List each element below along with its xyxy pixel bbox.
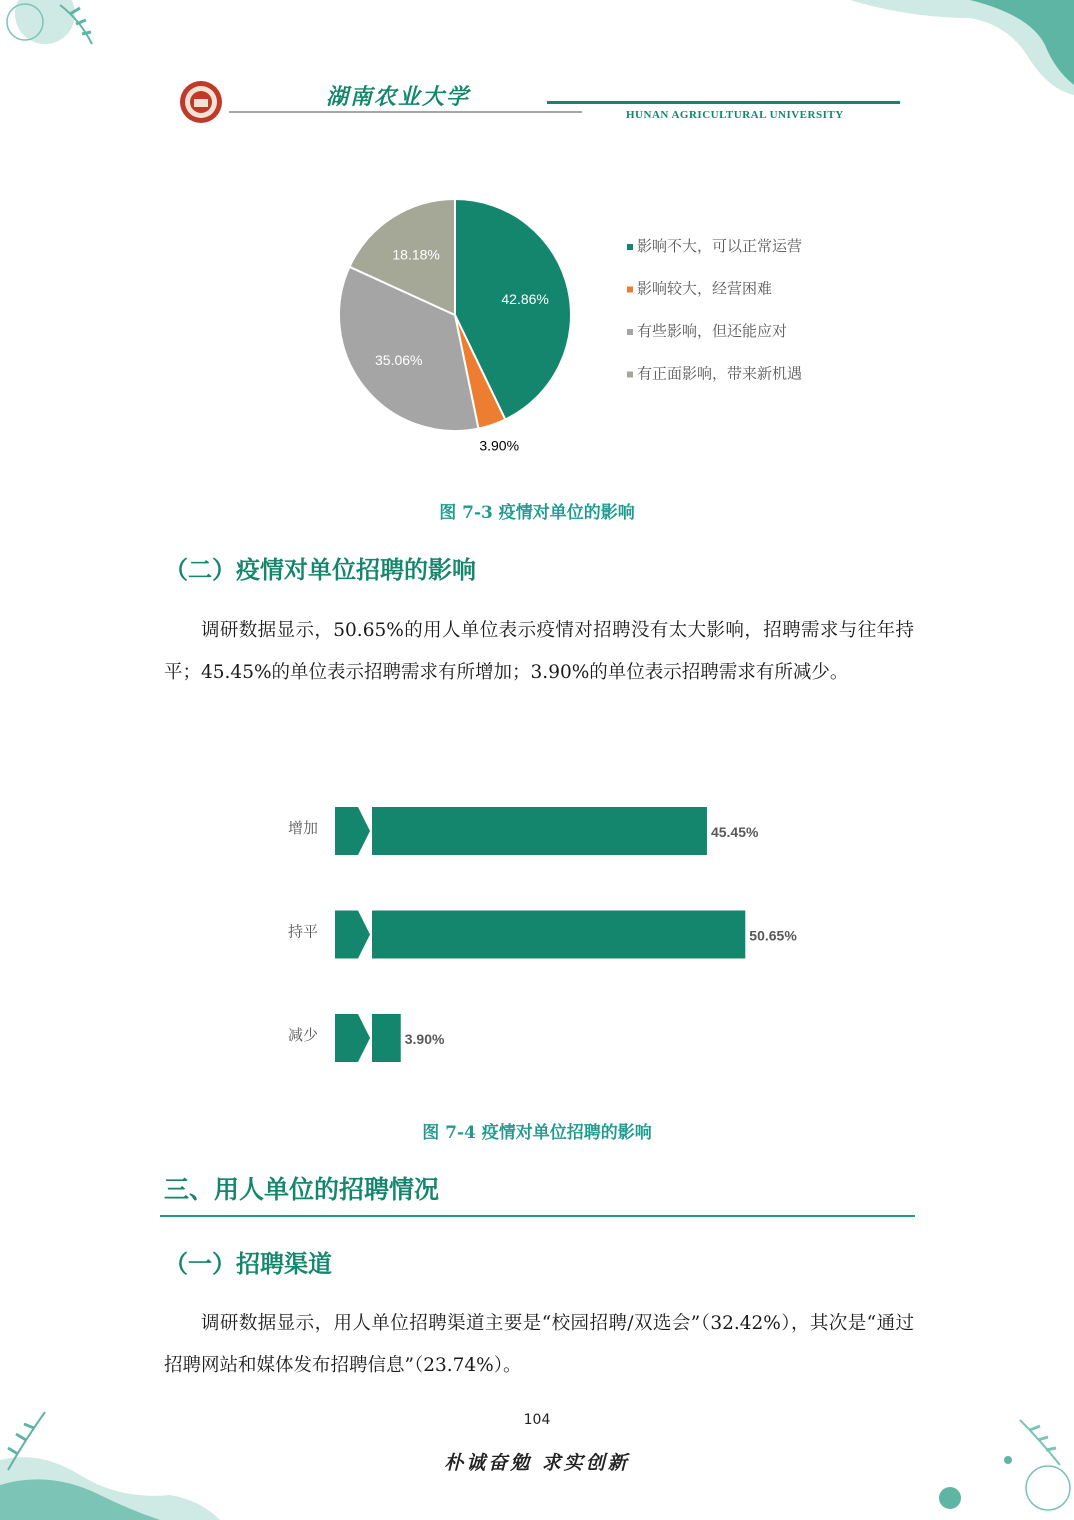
- bar-chart-recruit-impact: [270, 790, 870, 1070]
- bar-category-label-2: 持平: [288, 922, 319, 941]
- header-divider-grey: [229, 111, 582, 113]
- legend-marker-2: [627, 287, 633, 293]
- bar-data-label-1: 45.45%: [710, 824, 759, 840]
- heading-recruit-impact: （二）疫情对单位招聘的影响: [164, 556, 476, 584]
- legend-marker-4: [627, 372, 633, 378]
- university-name-cn: 湖南农业大学: [326, 84, 471, 110]
- footer-motto: 朴诚奋勉 求实创新: [444, 1452, 630, 1474]
- legend-label-1: 影响不大，可以正常运营: [637, 237, 803, 255]
- bar-arrow-3: [335, 1014, 370, 1062]
- pie-data-label-2: 3.90%: [479, 437, 520, 454]
- pie-data-label-3: 35.06%: [375, 351, 423, 368]
- university-seal-logo: [179, 80, 223, 124]
- figure-7-3-caption: 图 7-3 疫情对单位的影响: [439, 503, 635, 523]
- legend-label-4: 有正面影响，带来新机遇: [637, 364, 803, 383]
- university-name-en: HUNAN AGRICULTURAL UNIVERSITY: [626, 109, 844, 121]
- figure-7-4-caption: 图 7-4 疫情对单位招聘的影响: [422, 1123, 652, 1143]
- page-number: 104: [523, 1412, 551, 1428]
- bar-3: [372, 1014, 401, 1062]
- legend-label-3: 有些影响，但还能应对: [637, 322, 788, 340]
- heading-recruitment-situation: 三、用人单位的招聘情况: [164, 1175, 440, 1204]
- legend-marker-1: [627, 244, 633, 250]
- leaf-decoration-top-left: [0, 0, 110, 60]
- pie-chart-impact: [320, 190, 840, 460]
- header-divider-green: [547, 101, 900, 104]
- bar-arrow-2: [335, 911, 370, 959]
- bar-2: [372, 911, 745, 959]
- wave-decoration-top-right: [850, 0, 1074, 95]
- bar-1: [372, 807, 707, 855]
- paragraph-recruit-impact: 调研数据显示，50.65%的用人单位表示疫情对招聘没有太大影响，招聘需求与往年持平；45.45%的单位表示招聘需求有所增加；3.90%的单位表示招聘需求有所减少。: [164, 620, 914, 683]
- bar-arrow-1: [335, 807, 370, 855]
- paragraph-recruit-channels: 调研数据显示，用人单位招聘渠道主要是“校园招聘/双选会”（32.42%），其次是“通过招聘网站和媒体发布招聘信息”（23.74%）。: [164, 1313, 914, 1376]
- legend-label-2: 影响较大，经营困难: [637, 279, 773, 298]
- bar-data-label-3: 3.90%: [404, 1031, 445, 1047]
- bar-category-label-1: 增加: [288, 819, 319, 837]
- heading-recruit-channels: （一）招聘渠道: [164, 1250, 332, 1278]
- section-divider: [160, 1215, 915, 1217]
- bar-category-label-3: 减少: [288, 1026, 319, 1044]
- bar-data-label-2: 50.65%: [749, 927, 797, 944]
- legend-marker-3: [627, 329, 633, 335]
- pie-data-label-1: 42.86%: [501, 291, 549, 308]
- pie-data-label-4: 18.18%: [392, 246, 440, 263]
